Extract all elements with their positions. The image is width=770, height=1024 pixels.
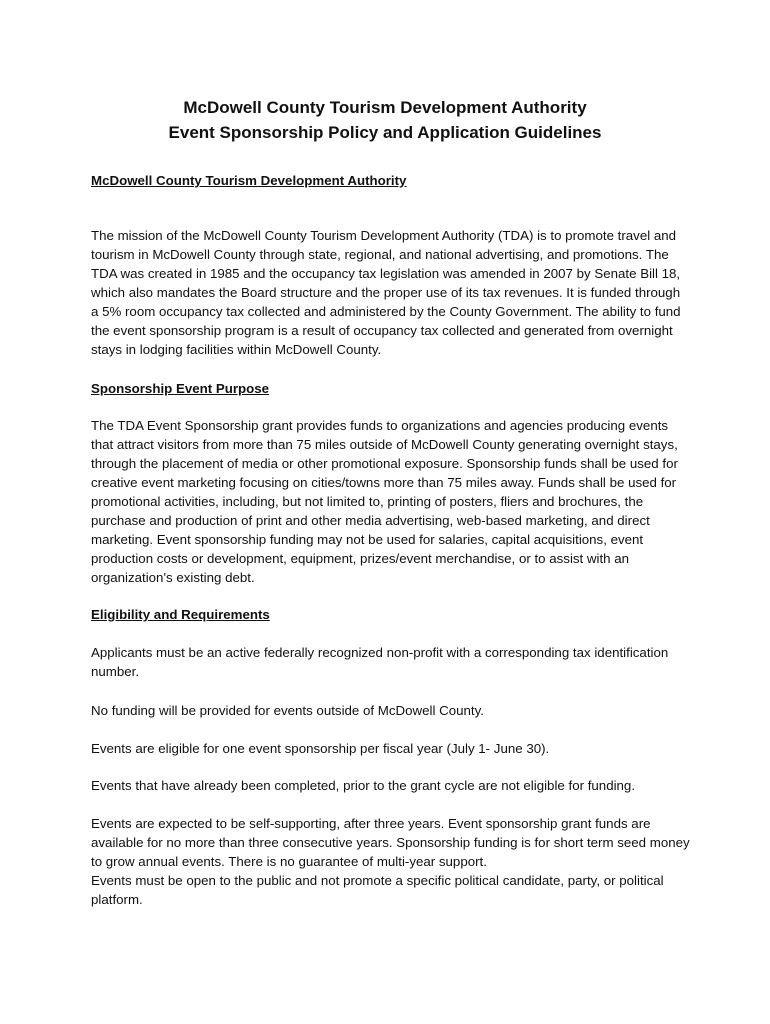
mission-paragraph (91, 226, 691, 359)
title-line-2: Event Sponsorship Policy and Application Guidelines (168, 123, 602, 142)
requirement-text: No funding will be provided for events outside of McDowell County. (91, 703, 484, 718)
requirement-1 (91, 643, 691, 681)
section-heading-eligibility: Eligibility and Requirements (91, 607, 270, 622)
document-title (0, 95, 770, 145)
section-heading-authority: McDowell County Tourism Development Authority (91, 173, 407, 188)
requirement-text: Events must be open to the public and not promote a specific political candidate, party, or political platform. (91, 873, 664, 907)
purpose-paragraph (91, 416, 691, 587)
requirement-text: Events are expected to be self-supporting, after three years. Event sponsorship grant funds are available for no more than three consecutive years. Sponsorship funding is for short term seed money to grow annual events. There is no guarantee of multi-year support. (91, 816, 690, 869)
requirement-text: Applicants must be an active federally recognized non-profit with a corresponding tax identification number. (91, 645, 669, 679)
requirement-2 (91, 701, 691, 720)
requirement-5 (91, 814, 691, 871)
purpose-text: The TDA Event Sponsorship grant provides funds to organizations and agencies producing events that attract visitors from more than 75 miles outside of McDowell County generating overnight stays, through the placement of media or other promotional exposure. Sponsorship funds shall be used for creative event marketing focusing on cities/towns more than 75 miles away. Funds shall be used for promotional activities, including, but not limited to, printing of posters, fliers and brochures, the purchase and production of print and other media advertising, web-based marketing, and direct marketing. Event sponsorship funding may not be used for salaries, capital acquisitions, event production costs or development, equipment, prizes/event merchandise, or to assist with an organization's existing debt. (91, 418, 678, 585)
mission-text: The mission of the McDowell County Tourism Development Authority (TDA) is to promote travel and tourism in McDowell County through state, regional, and national advertising, and promotions. The TDA was created in 1985 and the occupancy tax legislation was amended in 2007 by Senate Bill 18, which also mandates the Board structure and the proper use of its tax revenues. It is funded through a 5% room occupancy tax collected and administered by the County Government. The ability to fund the event sponsorship program is a result of occupancy tax collected and generated from overnight stays in lodging facilities within McDowell County. (91, 228, 681, 357)
requirement-6 (91, 871, 691, 909)
requirement-3 (91, 739, 691, 758)
requirement-text: Events are eligible for one event sponsorship per fiscal year (July 1- June 30). (91, 741, 550, 756)
requirement-text: Events that have already been completed, prior to the grant cycle are not eligible for funding. (91, 778, 636, 793)
title-line-1: McDowell County Tourism Development Authority (183, 98, 587, 117)
section-heading-purpose: Sponsorship Event Purpose (91, 381, 270, 396)
requirement-4 (91, 776, 691, 795)
